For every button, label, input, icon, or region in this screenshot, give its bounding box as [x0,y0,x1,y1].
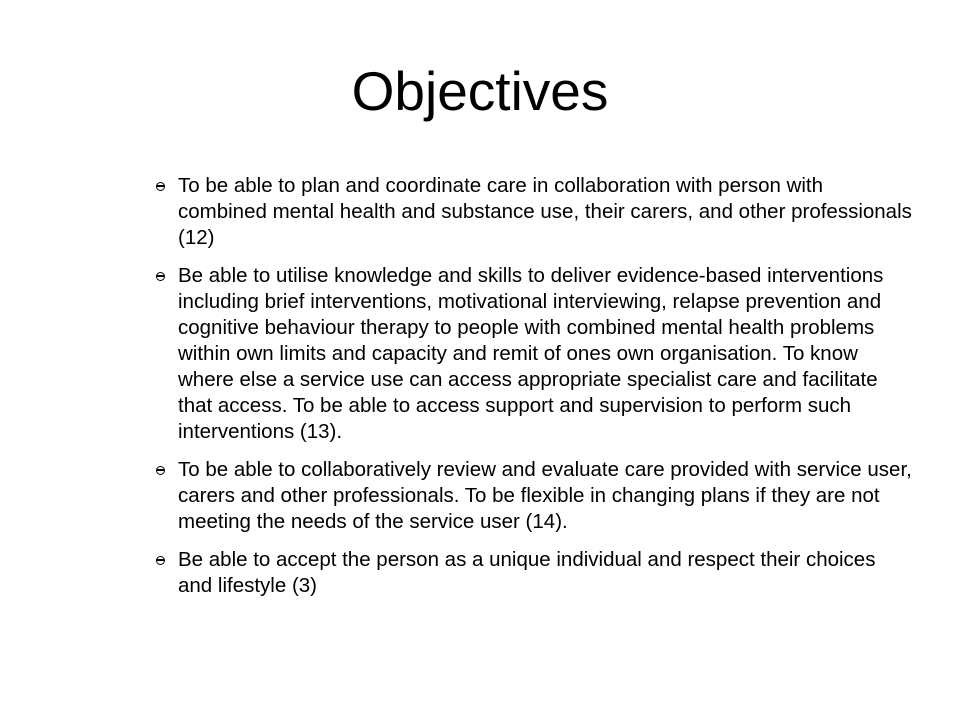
list-item [154,457,914,535]
list-item [154,263,914,445]
bullet-text: Be able to utilise knowledge and skills to deliver evidence-based interventions including brief interventions, motivational interviewing, relapse prevention and cognitive behaviour therapy to people with combined mental health problems within own limits and capacity and remit of ones own organisation. To know where else a service use can access appropriate specialist care and facilitate that access. To be able to access support and supervision to perform such interventions (13). [178,264,884,443]
list-item [154,547,914,599]
bullet-text: Be able to accept the person as a unique individual and respect their choices and lifestyle (3) [178,548,876,597]
objectives-list [154,173,914,611]
bullet-circle-icon [156,556,165,565]
bullet-text: To be able to plan and coordinate care in collaboration with person with combined mental health and substance use, their carers, and other professionals (12) [178,174,912,249]
bullet-text: To be able to collaboratively review and evaluate care provided with service user, carers and other professionals. To be flexible in changing plans if they are not meeting the needs of the service user (14). [178,458,912,533]
bullet-circle-icon [156,272,165,281]
bullet-circle-icon [156,466,165,475]
bullet-circle-icon [156,182,165,191]
list-item [154,173,914,251]
slide-title: Objectives [351,60,609,122]
